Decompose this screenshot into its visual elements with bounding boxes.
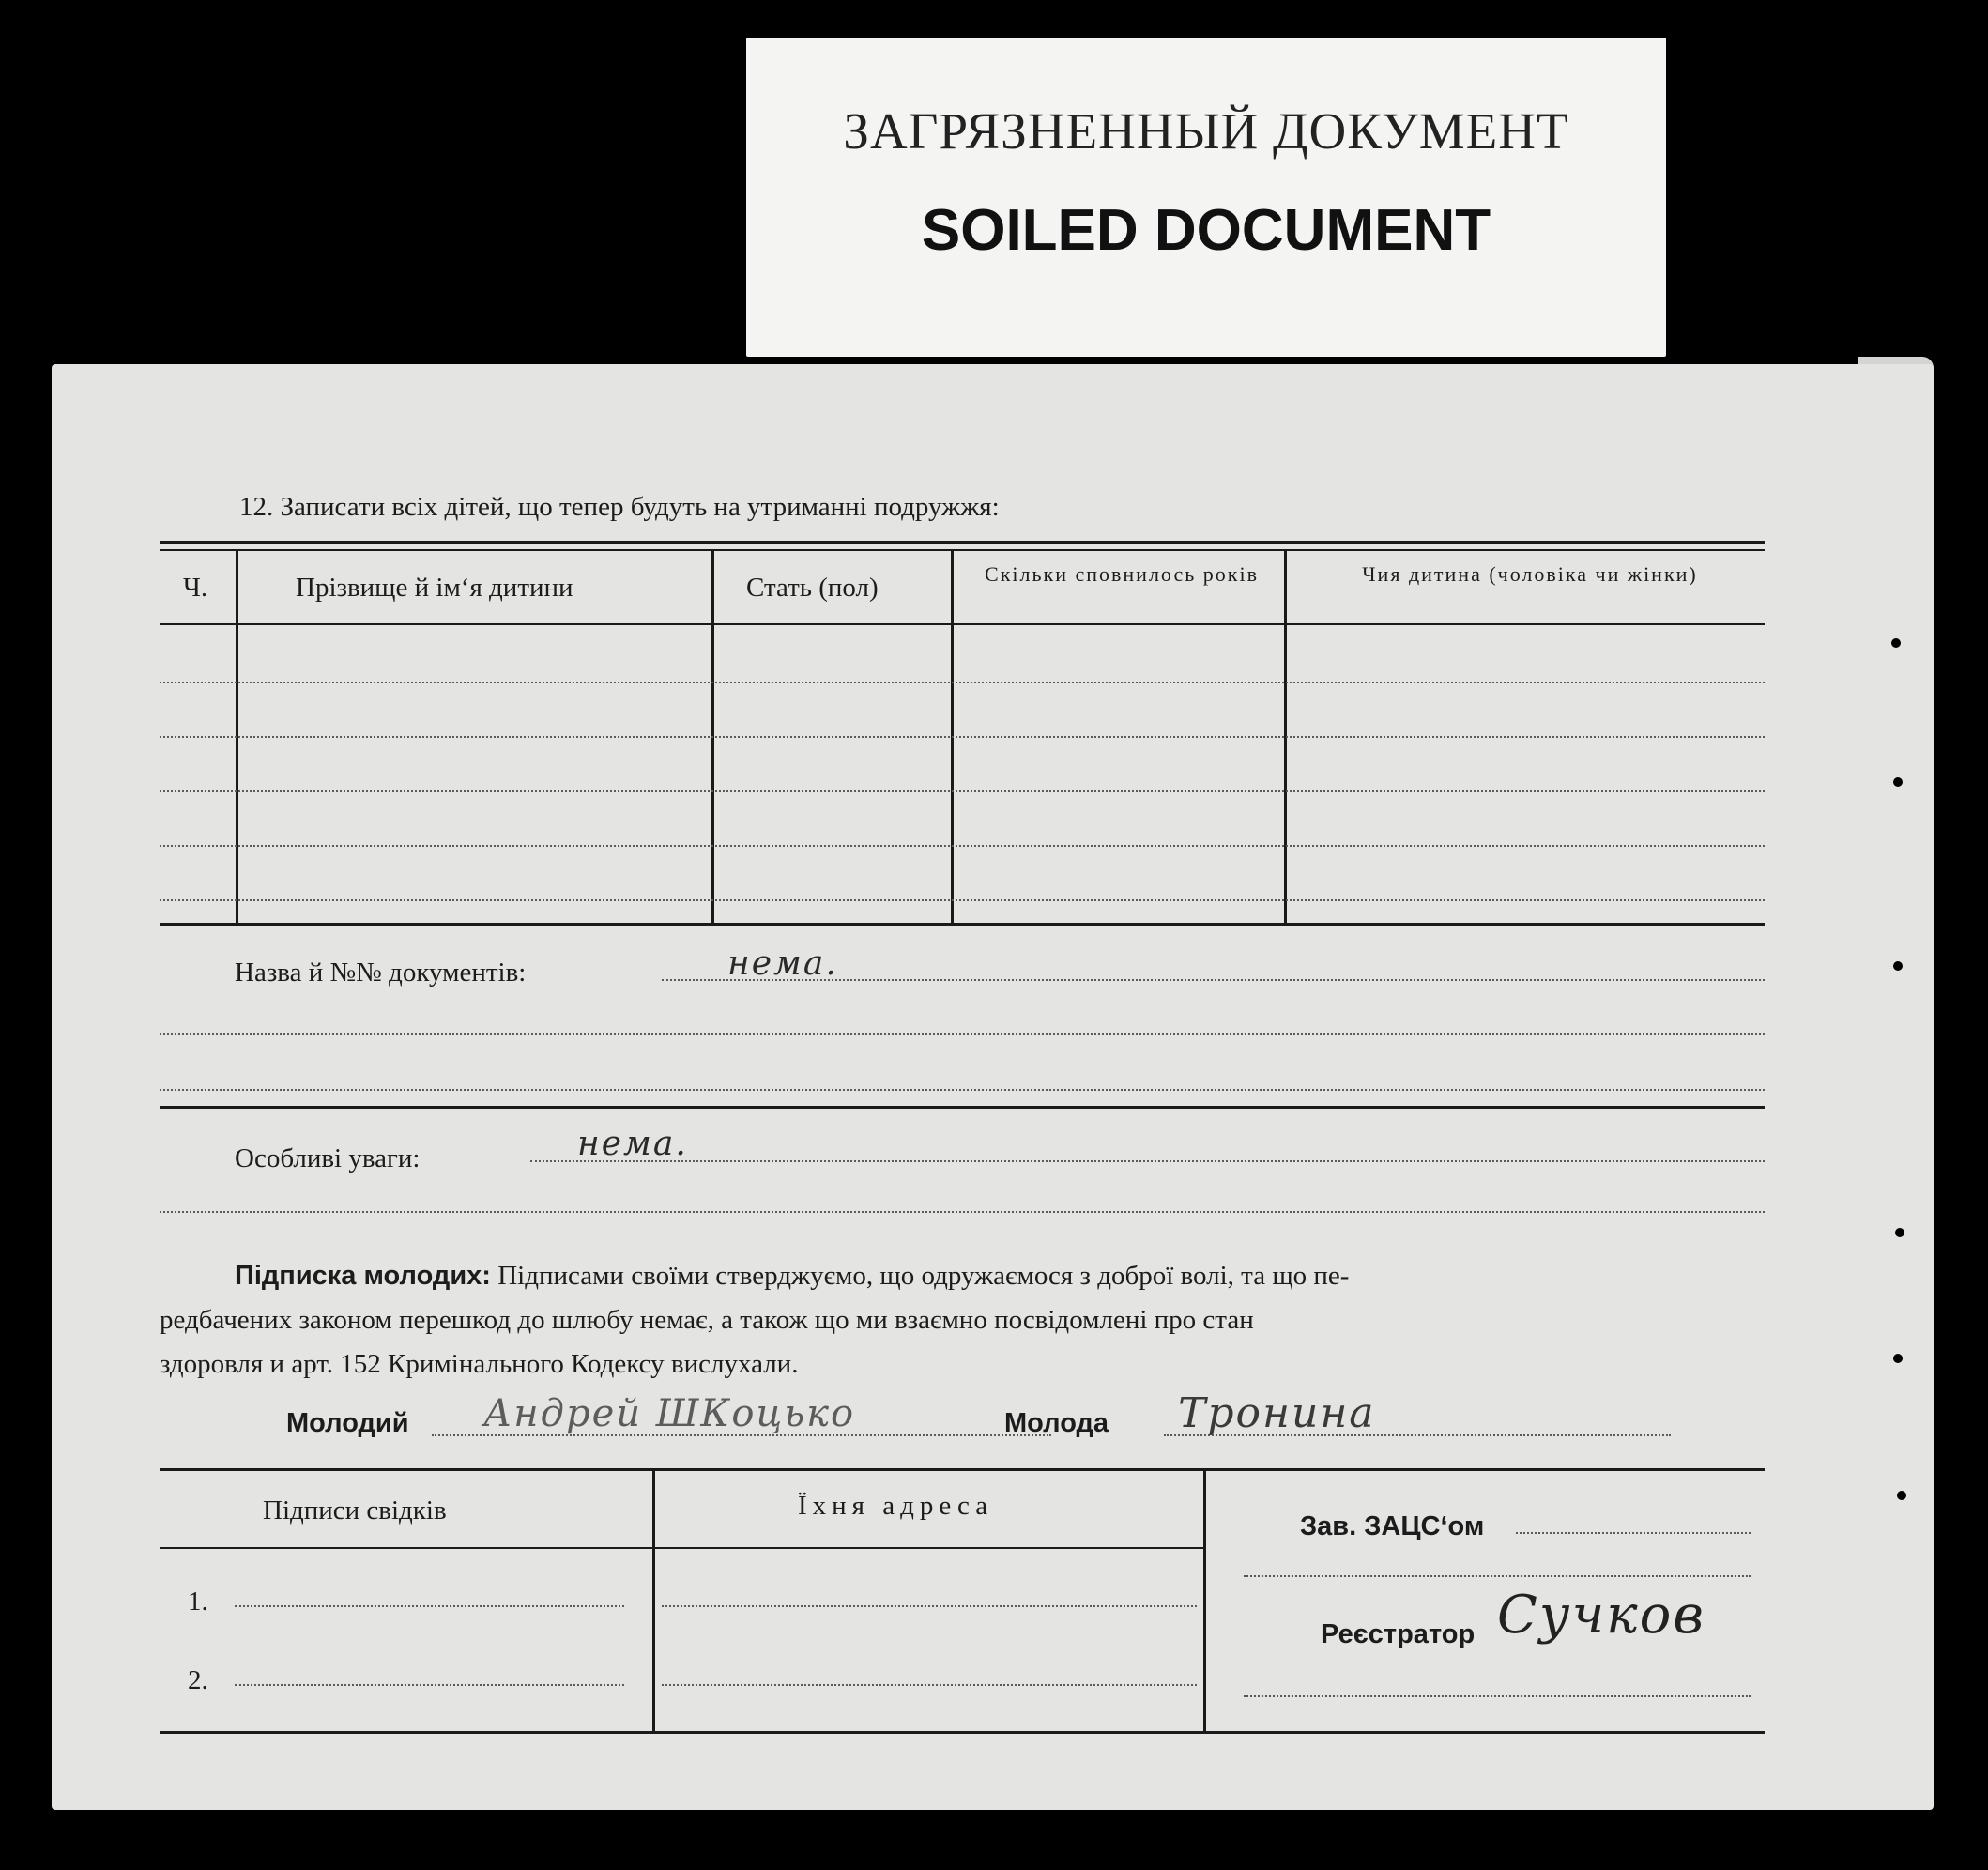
- col-number: Ч.: [183, 573, 208, 603]
- punch-hole: [1893, 961, 1903, 971]
- witness-signatures-header: Підписи свідків: [263, 1495, 447, 1525]
- form-sheet: [52, 364, 1934, 1810]
- groom-label: Молодий: [286, 1408, 409, 1438]
- col-child-name: Прізвище й ім‘я дитини: [296, 573, 573, 603]
- col-sex: Стать (пол): [746, 573, 879, 603]
- section-12-title: 12. Записати всіх дітей, що тепер будуть на утриманні подружжя:: [239, 492, 1000, 522]
- witness-row-2: 2.: [188, 1665, 208, 1695]
- col-whose-child: Чия дитина (чоловіка чи жінки): [1362, 562, 1698, 586]
- table-row: [160, 790, 1765, 792]
- remarks-value: нема.: [577, 1125, 688, 1163]
- notice-russian: ЗАГРЯЗНЕННЫЙ ДОКУМЕНТ: [843, 102, 1569, 160]
- col-age: Скільки сповнилось років: [985, 562, 1259, 586]
- table-row: [160, 899, 1765, 901]
- remarks-label: Особливі уваги:: [235, 1143, 421, 1173]
- table-row: [160, 845, 1765, 847]
- table-row: [160, 736, 1765, 738]
- bride-signature: Тронина: [1178, 1389, 1376, 1437]
- registrar-signature: Сучков: [1497, 1585, 1705, 1646]
- pledge-line-3: здоровля и арт. 152 Кримінального Кодексу вислухали.: [160, 1349, 799, 1379]
- punch-hole: [1893, 1354, 1903, 1363]
- bride-label: Молода: [1004, 1408, 1109, 1438]
- punch-hole: [1895, 1228, 1904, 1237]
- witness-address-header: Їхня адреса: [798, 1491, 994, 1521]
- pledge-heading: Підписка молодих:: [235, 1261, 491, 1291]
- documents-value: нема.: [727, 944, 838, 983]
- punch-hole: [1897, 1491, 1906, 1500]
- notice-english: SOILED DOCUMENT: [921, 198, 1491, 263]
- punch-hole: [1891, 638, 1901, 648]
- head-of-registry-label: Зав. ЗАЦС‘ом: [1300, 1511, 1485, 1541]
- table-row: [160, 682, 1765, 683]
- pledge-line-1: [235, 1261, 1765, 1292]
- pledge-line-2: редбачених законом перешкод до шлюбу немає, а також що ми взаємно посвідомлені про стан: [160, 1305, 1254, 1335]
- groom-signature: Андрей ШКоцько: [483, 1392, 856, 1435]
- documents-label: Назва й №№ документів:: [235, 958, 527, 988]
- witness-row-1: 1.: [188, 1586, 208, 1617]
- pledge-text-1: Підписами своїми стверджуємо, що одружаємося з доброї волі, та що пе-: [497, 1261, 1350, 1291]
- registrar-label: Реєстратор: [1321, 1619, 1476, 1649]
- soiled-notice-card: [746, 38, 1666, 357]
- punch-hole: [1893, 777, 1903, 787]
